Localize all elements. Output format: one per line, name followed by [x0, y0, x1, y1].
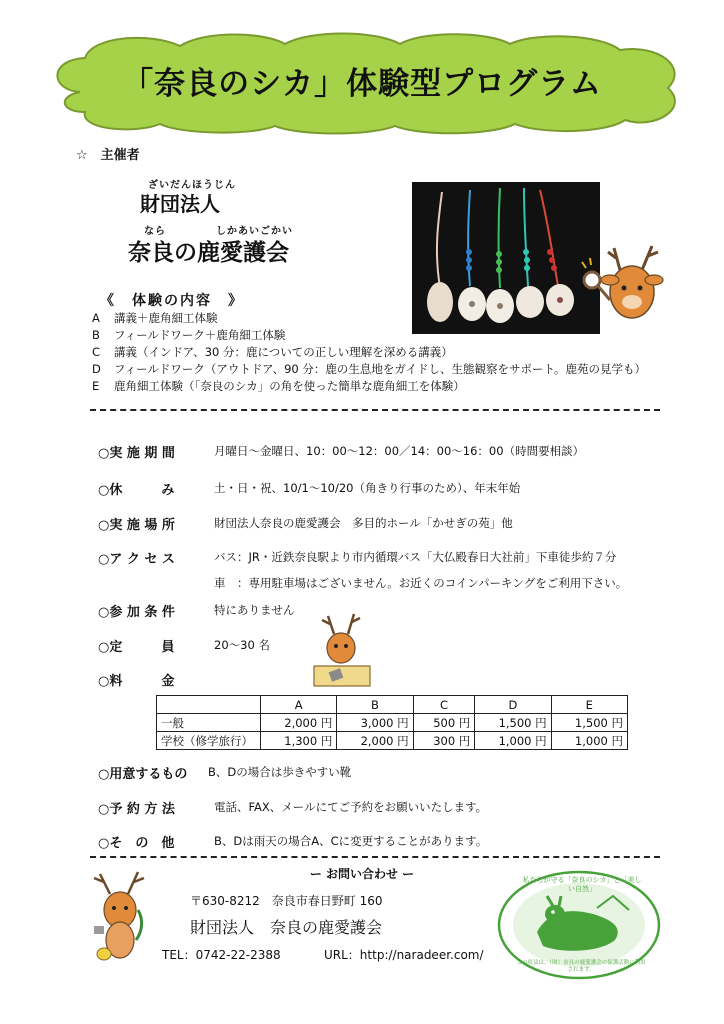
program-item-d: D フィールドワーク（アウトドア、90 分：鹿の生息地をガイドし、生態観察をサポート。鹿苑の見学も）: [92, 362, 646, 376]
program-list: [92, 310, 692, 395]
badge-top-text: 私たちが守る「奈良のシカ」と「美しい自然」: [522, 876, 642, 893]
table-row: [157, 732, 628, 750]
badge-bottom-text: この収益は、（財）奈良の鹿愛護会の保護活動に利用されます。: [516, 960, 646, 973]
organizer-heading: ☆ 主催者: [76, 148, 140, 163]
info-condition: [98, 601, 698, 619]
info-place-label: ○実 施 場 所: [98, 518, 175, 533]
info-fee-label: ○料 金: [98, 674, 175, 689]
table-row: [157, 714, 628, 732]
info-capacity-value: 20～30 名: [214, 638, 270, 652]
program-item-c: C 講義（インドア、30 分：鹿についての正しい理解を深める講義）: [92, 345, 453, 359]
info-access-car-row: [98, 574, 698, 592]
divider-top: [90, 409, 660, 411]
info-capacity-label: ○定 員: [98, 640, 175, 655]
info-access-bus: バス：JR・近鉄奈良駅より市内循環バス「大仏殿春日大社前」下車徒歩約７分: [214, 550, 617, 564]
info-capacity: [98, 636, 698, 654]
contact-address: 〒630-8212 奈良市春日野町 160: [190, 894, 383, 908]
fee-cell: 1,500 円: [475, 714, 551, 732]
info-reserve: [98, 798, 698, 816]
info-condition-value: 特にありません: [214, 603, 295, 617]
organizer-ruby-1: ざいだんほうじん: [148, 180, 236, 191]
organizer-line-1: 財団法人: [140, 192, 220, 216]
fee-cell: 2,000 円: [261, 714, 337, 732]
program-item-e: E 鹿角細工体験（「奈良のシカ」の角を使った簡単な鹿角細工を体験）: [92, 379, 465, 393]
info-access: [98, 548, 698, 566]
organizer-ruby-2a: なら: [144, 226, 166, 237]
info-condition-label: ○参 加 条 件: [98, 605, 175, 620]
info-holiday-value: 土・日・祝、10/1～10/20（角きり行事のため）、年末年始: [214, 481, 521, 495]
fee-cell: 1,500 円: [551, 714, 627, 732]
fee-cell: 1,300 円: [261, 732, 337, 750]
info-period-label: ○実 施 期 間: [98, 446, 175, 461]
program-item-a: A 講義＋鹿角細工体験: [92, 311, 218, 325]
contact-heading: ー お問い合わせ ー: [309, 867, 415, 881]
info-access-car: 車 ：専用駐車場はございません。お近くのコインパーキングをご利用下さい。: [214, 576, 628, 590]
info-other-value: B、Dは雨天の場合A、Cに変更することがあります。: [214, 834, 488, 848]
info-place-value: 財団法人奈良の鹿愛護会 多目的ホール「かせぎの苑」他: [214, 516, 513, 530]
fee-cell: 300 円: [413, 732, 475, 750]
info-reserve-label: ○予 約 方 法: [98, 802, 175, 817]
fee-cell: 500 円: [413, 714, 475, 732]
info-other-label: ○そ の 他: [98, 836, 175, 851]
fee-col-e: E: [551, 696, 627, 714]
page-title: 「奈良のシカ」体験型プログラム: [122, 66, 602, 102]
fee-cell: 2,000 円: [337, 732, 413, 750]
fee-col-b: B: [337, 696, 413, 714]
fee-col-blank: [157, 696, 261, 714]
fee-table-header: [157, 696, 628, 714]
organizer-ruby-2b: しかあいごかい: [216, 226, 293, 237]
info-period: [98, 442, 698, 460]
info-items-label: ○用意するもの: [98, 767, 188, 782]
fee-category: 学校（修学旅行）: [157, 732, 261, 750]
organizer-line-2: 奈良の鹿愛護会: [128, 240, 289, 266]
divider-bottom: [90, 856, 660, 858]
contact-tel: TEL：0742-22-2388: [162, 948, 281, 962]
info-items: [98, 763, 698, 781]
info-access-label: ○ア ク セ ス: [98, 552, 175, 567]
info-items-value: B、Dの場合は歩きやすい靴: [208, 765, 352, 779]
fee-cell: 1,000 円: [475, 732, 551, 750]
fee-cell: 1,000 円: [551, 732, 627, 750]
info-holiday: [98, 479, 698, 497]
info-fee: [98, 670, 698, 688]
contact-url[interactable]: URL：http://naradeer.com/: [324, 948, 484, 962]
info-other: [98, 832, 698, 850]
fee-table: [156, 695, 628, 750]
fee-col-d: D: [475, 696, 551, 714]
contact-name: 財団法人 奈良の鹿愛護会: [190, 918, 383, 937]
info-holiday-label: ○休 み: [98, 483, 175, 498]
info-period-value: 月曜日～金曜日、10：00～12：00／14：00～16：00（時間要相談）: [214, 444, 585, 458]
deer-craft-illustration: [312, 612, 372, 690]
program-heading: 《 体験の内容 》: [100, 293, 244, 309]
fee-cell: 3,000 円: [337, 714, 413, 732]
fee-category: 一般: [157, 714, 261, 732]
fee-col-a: A: [261, 696, 337, 714]
info-reserve-value: 電話、FAX、メールにてご予約をお願いいたします。: [214, 800, 488, 814]
info-place: [98, 514, 698, 532]
program-item-b: B フィールドワーク＋鹿角細工体験: [92, 328, 286, 342]
fee-col-c: C: [413, 696, 475, 714]
deer-bottom-illustration: [86, 870, 156, 965]
